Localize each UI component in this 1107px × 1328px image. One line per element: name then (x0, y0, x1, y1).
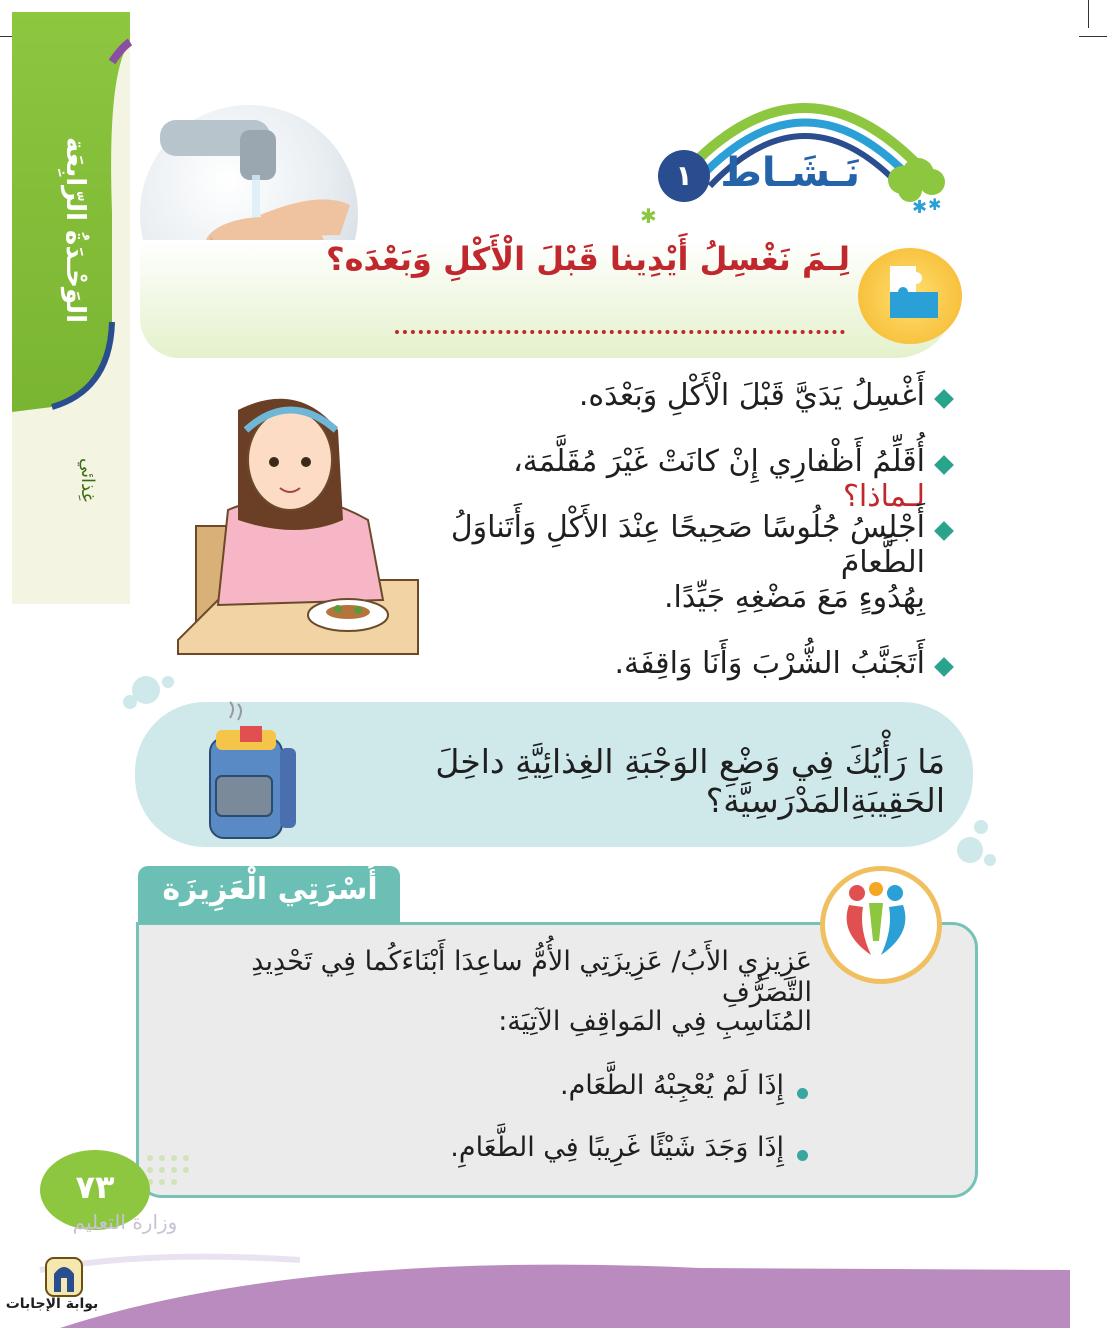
bullet-text: أُقَلِّمُ أَظْفارِي إِنْ كانَتْ غَيْرَ مُقَلَّمَة، (513, 444, 925, 479)
why-prompt: لـماذا؟ (842, 479, 925, 514)
svg-text:✱: ✱ (640, 204, 657, 228)
answer-dotted-line (395, 322, 845, 334)
activity-number-badge: ١ (658, 150, 710, 202)
bullet-diamond-icon (934, 521, 954, 541)
crop-mark (1088, 0, 1089, 28)
family-heart-icon (820, 866, 942, 984)
bullet-item: أَغْسِلُ يَدَيَّ قَبْلَ الْأَكْلِ وَبَعْدَه. (578, 378, 925, 413)
puzzle-icon (858, 248, 962, 344)
rainbow-illustration (640, 58, 950, 228)
svg-text:✱: ✱ (928, 195, 942, 214)
page-number: ٧٣ (75, 1168, 115, 1206)
bullet-diamond-icon (934, 455, 954, 475)
family-intro-line: المُنَاسِبِ فِي المَواقِفِ الآتِيَة: (498, 1006, 812, 1037)
activity-title: نَـشَـاط (720, 150, 860, 196)
girl-eating-illustration (178, 390, 418, 654)
watermark-label: بوابة الإجابات (5, 1296, 99, 1312)
family-title: أُسْرَتِي الْعَزِيزَة (162, 872, 378, 907)
family-item: إِذَا وَجَدَ شَيْئًا غَرِيبًا فِي الطَّعَامِ. (450, 1132, 784, 1163)
family-item: إِذَا لَمْ يُعْجِبْهُ الطَّعَام. (560, 1070, 784, 1101)
bullet-item: أَتَجَنَّبُ الشُّرْبَ وَأَنَا وَاقِفَة. (614, 646, 925, 681)
bullet-item-continuation: بِهُدُوءٍ مَعَ مَضْغِهِ جَيِّدًا. (663, 580, 925, 615)
svg-text:✱: ✱ (912, 197, 928, 218)
bullet-diamond-icon (934, 657, 954, 677)
crop-mark (1079, 36, 1107, 37)
lunch-question-text: مَا رَأْيُكَ فِي وَضْعِ الوَجْبَةِ الغِذائِيَّةِ داخِلَ الحَقِيبَةِالمَدْرَسِيَّة؟ (435, 742, 945, 820)
family-intro-line: عَزِيزِي الأَبُ/ عَزِيزَتِي الأُمُّ ساعِدَا أَبْنَاءَكُما فِي تَحْدِيدِ التَّصَرُّفِ (251, 946, 812, 1008)
bullet-item: أَجْلِسُ جُلُوسًا صَحِيحًا عِنْدَ الأَكْلِ وَأَتَناوَلُ الطَّعامَ (450, 510, 925, 580)
question-text: لِـمَ نَغْسِلُ أَيْدِينا قَبْلَ الْأَكْلِ وَبَعْدَه؟ (326, 240, 850, 278)
bullet-diamond-icon (934, 389, 954, 409)
unit-label: الوَحْـدَةُ الرّابِعَة (60, 137, 90, 323)
topic-label: غِذائي (77, 458, 98, 502)
bullet-item (430, 444, 925, 514)
bullet-dot-icon (797, 1088, 808, 1099)
watermark-logo-icon (44, 1256, 84, 1298)
decorative-bubbles (945, 812, 1005, 872)
bullet-dot-icon (797, 1150, 808, 1161)
ministry-logo-text: وزارة التعليم (72, 1210, 178, 1234)
backpack-illustration (200, 708, 304, 842)
bottom-wave (0, 1230, 1107, 1328)
